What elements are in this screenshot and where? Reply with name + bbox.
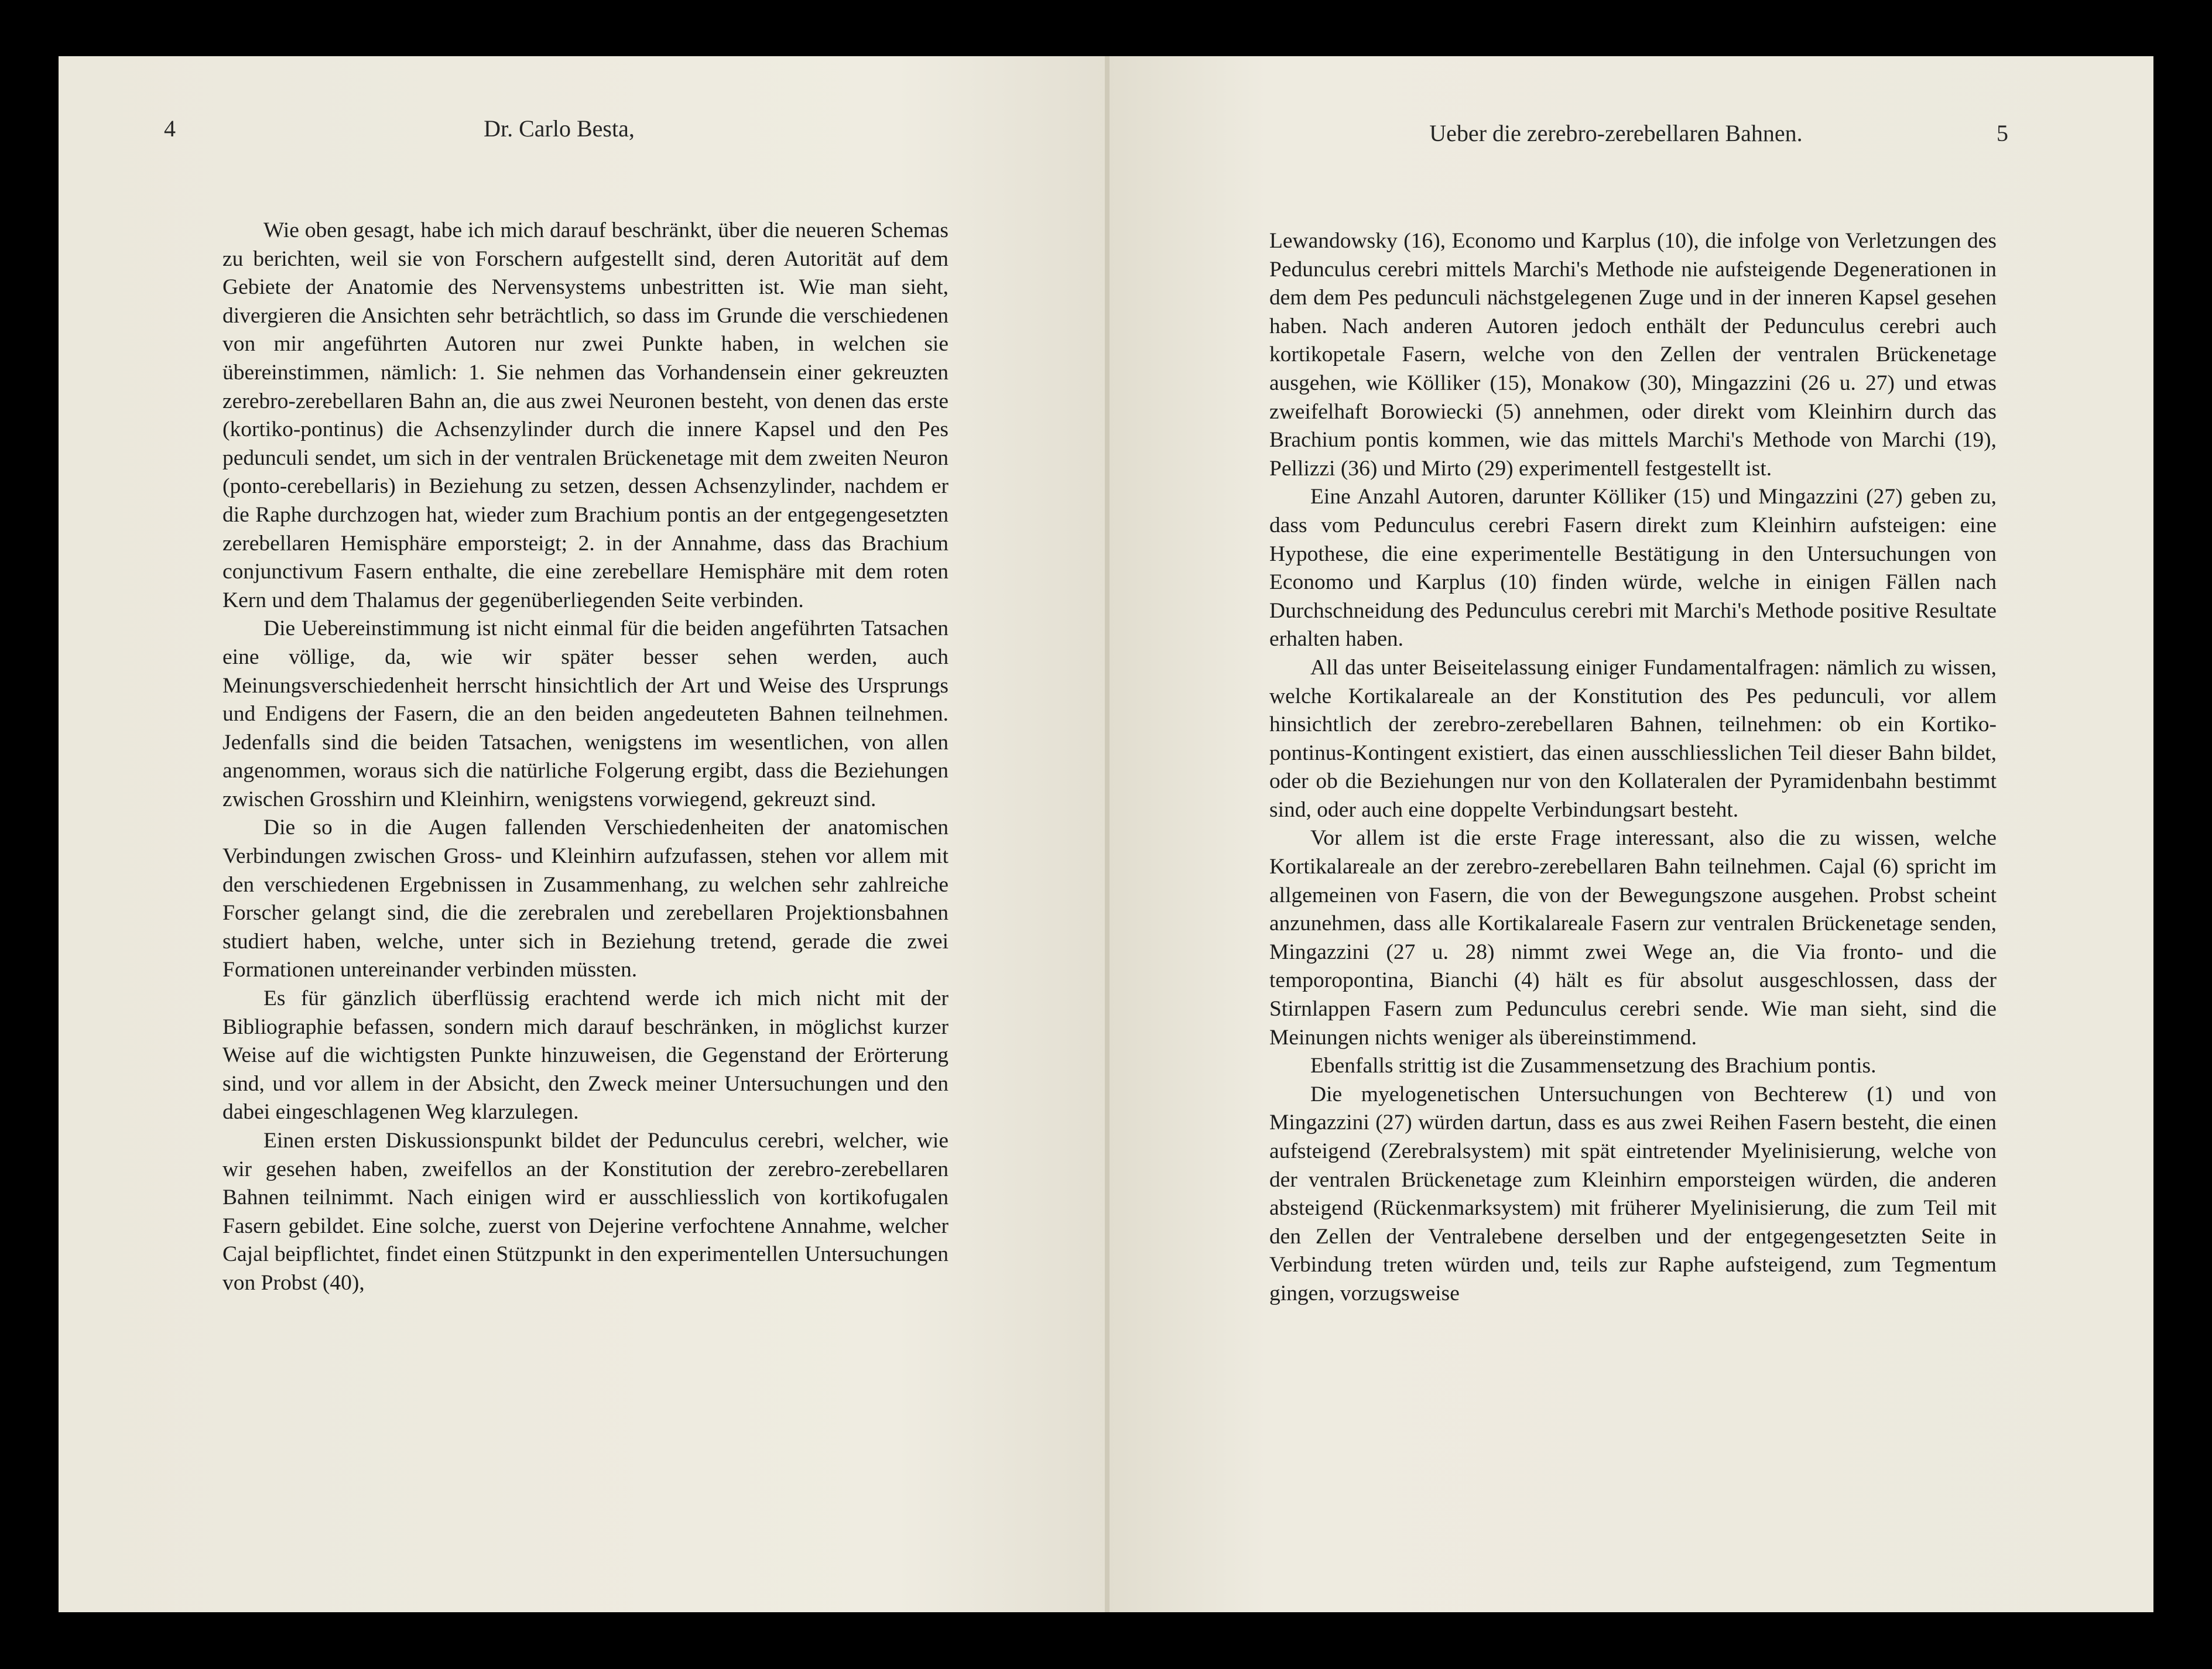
paragraph: Die Uebereinstimmung ist nicht einmal für die beiden angeführten Tatsachen eine völlige, da, wie wir später besser sehen werden, auch Meinungsverschiedenheit herrscht hinsichtlich der Art und Weise des Ursprungs und Endigens der Fasern, die an den beiden angedeuteten Bahnen teilnehmen. Jedenfalls sind die beiden Tatsachen, wenigstens im wesentlichen, von allen angenommen, woraus sich die natürliche Folgerung ergibt, dass die Beziehungen zwischen Grosshirn und Kleinhirn, wenigstens vorwiegend, gekreuzt sind. [222, 616, 949, 811]
paragraph: Einen ersten Diskussionspunkt bildet der Pedunculus cerebri, welcher, wie wir gesehen haben, zweifellos an der Konstitution der zerebro-zerebellaren Bahnen teilnimmt. Nach einigen wird er ausschliesslich von kortikofugalen Fasern gebildet. Eine solche, zuerst von Dejerine verfochtene Annahme, welcher Cajal beipflichtet, findet einen Stützpunkt in den experimentellen Untersuchungen von Probst (40), [222, 1129, 949, 1295]
left-page-body [222, 217, 949, 1298]
right-running-head: Ueber die zerebro-zerebellaren Bahnen. [1429, 120, 1803, 146]
right-page-body [1269, 227, 1997, 1308]
paragraph: Vor allem ist die erste Frage interessant, also die zu wissen, welche Kortikalareale an der zerebro-zerebellaren Bahn teilnehmen. Cajal (6) spricht im allgemeinen von Fasern, die von der Bewegungszone ausgehen. Probst scheint anzunehmen, dass alle Kortikalareale Fasern zur ventralen Brückenetage senden, Mingazzini (27 u. 28) nimmt zwei Wege an, die Via fronto- und die temporopontina, Bianchi (4) hält es für absolut ausgeschlossen, dass der Stirnlappen Fasern zum Pedunculus cerebri sende. Wie man sieht, sind die Meinungen nichts weniger als übereinstimmend. [1269, 826, 1997, 1050]
left-page-header [164, 111, 954, 146]
paragraph: Die so in die Augen fallenden Verschiedenheiten der anatomischen Verbindungen zwischen Gross- und Kleinhirn aufzufassen, stehen vor allem mit den verschiedenen Ergebnissen in Zusammenhang, zu welchen sehr zahlreiche Forscher gelangt sind, die die zerebralen und zerebellaren Projektionsbahnen studiert haben, welche, unter sich in Beziehung tretend, gerade die zwei Formationen untereinander verbinden müssten. [222, 815, 949, 982]
paragraph: Ebenfalls strittig ist die Zusammensetzung des Brachium pontis. [1310, 1054, 1877, 1078]
right-page-number: 5 [1997, 120, 2008, 146]
paragraph: Es für gänzlich überflüssig erachtend werde ich mich nicht mit der Bibliographie befassen, sondern mich darauf beschränken, in möglichst kurzer Weise auf die wichtigsten Punkte hinzuweisen, die Gegenstand der Erörterung sind, und vor allem in der Absicht, den Zweck meiner Untersuchungen und den dabei eingeschlagenen Weg klarzulegen. [222, 986, 949, 1125]
left-page-number: 4 [164, 115, 176, 142]
left-running-head: Dr. Carlo Besta, [484, 115, 635, 142]
paragraph: Eine Anzahl Autoren, darunter Kölliker (15) und Mingazzini (27) geben zu, dass vom Pedunculus cerebri Fasern direkt zum Kleinhirn aufsteigen: eine Hypothese, die eine experimentelle Bestätigung in den Untersuchungen von Economo und Karplus (10) finden würde, welche in einigen Fällen nach Durchschneidung des Pedunculus cerebri mit Marchi's Methode positive Resultate erhalten haben. [1269, 485, 1997, 652]
paragraph: All das unter Beiseitelassung einiger Fundamentalfragen: nämlich zu wissen, welche Kortikalareale an der Konstitution des Pes pedunculi, vor allem hinsichtlich der zerebro-zerebellaren Bahnen, teilnehmen: ob ein Kortiko-pontinus-Kontingent existiert, das einen ausschliesslichen Teil dieser Bahn bildet, oder ob die Beziehungen nur von den Kollateralen der Pyramidenbahn bestimmt sind, oder auch eine doppelte Verbindungsart besteht. [1269, 655, 1997, 822]
paragraph: Die myelogenetischen Untersuchungen von Bechterew (1) und von Mingazzini (27) würden dartun, dass es aus zwei Reihen Fasern besteht, die einen aufsteigend (Zerebralsystem) mit spät eintretender Myelinisierung, welche von der ventralen Brückenetage zum Kleinhirn emporsteigen würden, die anderen absteigend (Rückenmarksystem) mit früherer Myelinisierung, die zum Teil mit den Zellen der Ventralebene derselben und der entgegengesetzten Seite in Verbindung treten würden und, teils zur Raphe aufsteigend, zum Tegmentum gingen, vorzugsweise [1269, 1082, 1997, 1305]
paragraph: Wie oben gesagt, habe ich mich darauf beschränkt, über die neueren Schemas zu berichten, weil sie von Forschern aufgestellt sind, deren Autorität auf dem Gebiete der Anatomie des Nervensystems unbestritten ist. Wie man sieht, divergieren die Ansichten sehr beträchtlich, so dass im Grunde die verschiedenen von mir angeführten Autoren nur zwei Punkte haben, in welchen sie übereinstimmen, nämlich: 1. Sie nehmen das Vorhandensein einer gekreuzten zerebro-zerebellaren Bahn an, die aus zwei Neuronen besteht, von denen das erste (kortiko-pontinus) die Achsenzylinder durch die innere Kapsel und den Pes pedunculi sendet, um sich in der ventralen Brückenetage mit dem zweiten Neuron (ponto-cerebellaris) in Beziehung zu setzen, dessen Achsenzylinder, nachdem er die Raphe durchzogen hat, wieder zum Brachium pontis an der entgegengesetzten zerebellaren Hemisphäre emporsteigt; 2. in der Annahme, dass das Brachium conjunctivum Fasern enthalte, die eine zerebellare Hemisphäre mit dem roten Kern und dem Thalamus der gegenüberliegenden Seite verbinden. [222, 218, 949, 612]
right-page-header [1259, 111, 2008, 146]
paragraph: Lewandowsky (16), Economo und Karplus (10), die infolge von Verletzungen des Pedunculus cerebri mittels Marchi's Methode nie aufsteigende Degenerationen in dem dem Pes pedunculi nächstgelegenen Zuge und in der inneren Kapsel gesehen haben. Nach anderen Autoren jedoch enthält der Pedunculus cerebri auch kortikopetale Fasern, welche von den Zellen der ventralen Brückenetage ausgehen, wie Kölliker (15), Monakow (30), Mingazzini (26 u. 27) und etwas zweifelhaft Borowiecki (5) annehmen, oder direkt vom Kleinhirn durch das Brachium pontis kommen, wie das mittels Marchi's Methode von Marchi (19), Pellizzi (36) und Mirto (29) experimentell festgestellt ist. [1269, 229, 1997, 481]
